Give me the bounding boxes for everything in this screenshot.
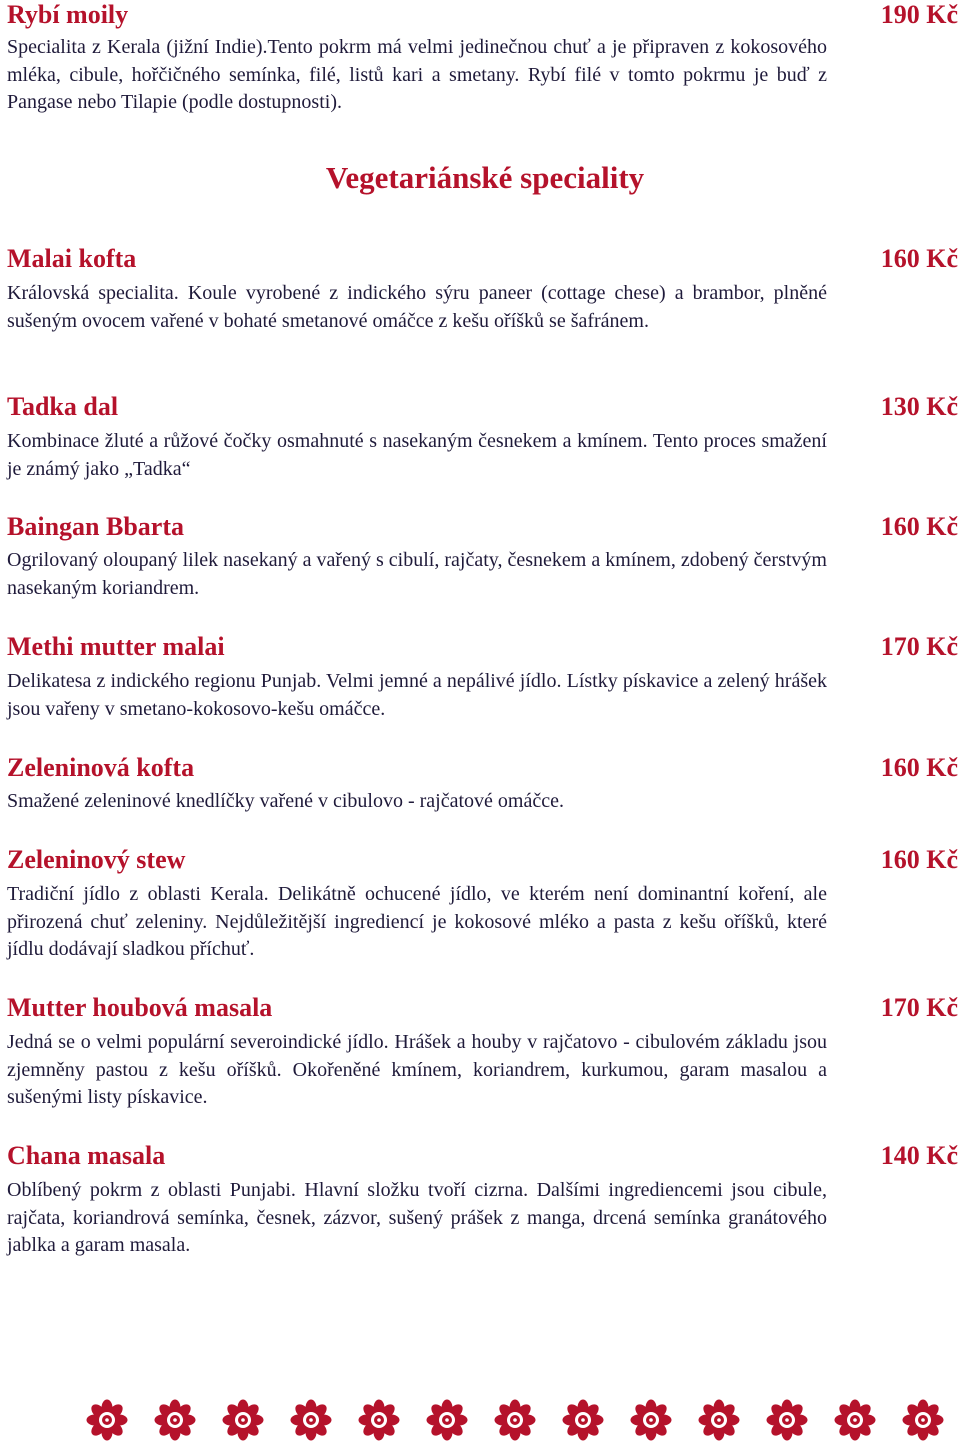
flower-ornament-icon xyxy=(833,1398,877,1442)
flower-ornament-icon xyxy=(697,1398,741,1442)
menu-item-title: Mutter houbová masala xyxy=(7,993,273,1022)
menu-item-zeleninovy-stew xyxy=(7,845,960,975)
menu-item-description: Kombinace žluté a růžové čočky osmahnuté s nasekaným česnekem a kmínem. Tento proces smažení je známý jako „Tadka“ xyxy=(7,430,827,480)
menu-item-title: Tadka dal xyxy=(7,392,119,421)
menu-item-price: 140 Kč xyxy=(880,1141,958,1170)
menu-item-title: Chana masala xyxy=(7,1141,166,1170)
flower-ornament-icon xyxy=(153,1398,197,1442)
flower-ornament-icon xyxy=(765,1398,809,1442)
menu-item-methi-mutter-malai xyxy=(7,632,960,732)
menu-item-tadka-dal xyxy=(7,392,960,492)
menu-item-description: Smažené zeleninové knedlíčky vařené v cibulovo - rajčatové omáčce. xyxy=(7,790,564,812)
menu-item-description: Ogrilovaný oloupaný lilek nasekaný a vařený s cibulí, rajčaty, česnekem a kmínem, zdobený čerstvým nasekaným koriandrem. xyxy=(7,549,827,599)
flower-ornament-icon xyxy=(85,1398,129,1442)
menu-item-description: Tradiční jídlo z oblasti Kerala. Delikátně ochucené jídlo, ve kterém není dominantní koření, ale přirozená chuť zeleniny. Nejdůležitější ingrediencí je kokosové mléko a pasta z kešu oříšků, které jídlu dodávají sladkou příchuť. xyxy=(7,883,827,960)
menu-item-description: Delikatesa z indického regionu Punjab. Velmi jemné a nepálivé jídlo. Lístky pískavice a zelený hrášek jsou vařeny v smetano-kokosovo-kešu omáčce. xyxy=(7,670,827,720)
flower-ornament-icon xyxy=(425,1398,469,1442)
menu-item-title: Zeleninový stew xyxy=(7,845,186,874)
menu-item-price: 190 Kč xyxy=(880,0,958,29)
flower-ornament-icon xyxy=(629,1398,673,1442)
menu-item-mutter-houbova-masala xyxy=(7,993,960,1123)
menu-item-chana-masala xyxy=(7,1141,960,1271)
footer-ornament-row xyxy=(85,1395,945,1445)
menu-item-description: Královská specialita. Koule vyrobené z indického sýru paneer (cottage chese) a brambor, plněné sušeným ovocem vařené v bohaté smetanové omáčce z kešu oříšků se šafránem. xyxy=(7,282,827,332)
menu-item-zeleninova-kofta xyxy=(7,753,960,823)
flower-ornament-icon xyxy=(901,1398,945,1442)
flower-ornament-icon xyxy=(221,1398,265,1442)
flower-ornament-icon xyxy=(561,1398,605,1442)
section-heading: Vegetariánské speciality xyxy=(325,160,645,195)
menu-item-price: 160 Kč xyxy=(880,512,958,541)
flower-ornament-icon xyxy=(289,1398,333,1442)
menu-item-price: 170 Kč xyxy=(880,632,958,661)
menu-item-description: Jedná se o velmi populární severoindické jídlo. Hrášek a houby v rajčatovo - cibulovém základu jsou zjemněny pastou z kešu oříšků. Okořeněné kmínem, koriandrem, kurkumou, garam masalou a sušenými listy pískavice. xyxy=(7,1031,827,1108)
menu-item-title: Baingan Bbarta xyxy=(7,512,184,541)
menu-item-price: 130 Kč xyxy=(880,392,958,421)
menu-item-rybi-moily xyxy=(7,0,960,120)
menu-item-malai-kofta xyxy=(7,244,960,364)
menu-item-price: 160 Kč xyxy=(880,845,958,874)
menu-item-title: Zeleninová kofta xyxy=(7,753,195,782)
menu-item-baingan-bbarta xyxy=(7,512,960,612)
menu-item-description: Oblíbený pokrm z oblasti Punjabi. Hlavní složku tvoří cizrna. Dalšími ingrediencemi jsou cibule, rajčata, koriandrová semínka, česnek, zázvor, sušený prášek z manga, drcená semínka granátového jablka a garam masala. xyxy=(7,1179,827,1256)
menu-item-description: Specialita z Kerala (jižní Indie).Tento pokrm má velmi jedinečnou chuť a je připraven z kokosového mléka, cibule, hořčičného semínka, filé, listů kari a smetany. Rybí filé v tomto pokrmu je buď z Pangase nebo Tilapie (podle dostupnosti). xyxy=(7,36,827,113)
flower-ornament-icon xyxy=(357,1398,401,1442)
menu-item-price: 160 Kč xyxy=(880,753,958,782)
menu-item-price: 160 Kč xyxy=(880,244,958,273)
menu-item-title: Rybí moily xyxy=(7,0,129,29)
menu-item-price: 170 Kč xyxy=(880,993,958,1022)
menu-item-title: Malai kofta xyxy=(7,244,137,273)
flower-ornament-icon xyxy=(493,1398,537,1442)
menu-item-title: Methi mutter malai xyxy=(7,632,225,661)
